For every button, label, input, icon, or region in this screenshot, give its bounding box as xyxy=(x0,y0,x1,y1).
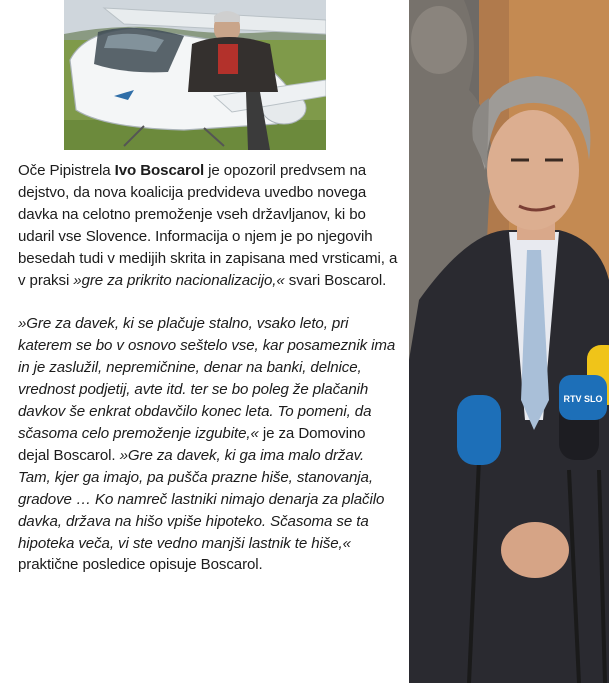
p1-quote: »gre za prikrito nacionalizacijo,« xyxy=(73,271,285,289)
speaker-photo xyxy=(409,0,609,683)
airplane-photo xyxy=(64,0,326,150)
p1-intro: Oče Pipistrela xyxy=(18,162,115,179)
p1-name: Ivo Boscarol xyxy=(114,162,205,179)
p2-mid: je za Domovino dejal Boscarol. xyxy=(18,424,366,464)
p1-end: svari Boscarol. xyxy=(284,271,387,289)
paragraph-1 xyxy=(18,160,398,291)
p2-end: praktične posledice opisuje Boscarol. xyxy=(18,556,263,574)
p2-quote-1: »Gre za davek, ki se plačuje stalno, vsako leto, pri katerem se bo v osnovo seštelo vse, kar posameznik ima in je zaslužil, nepremičnine, denar na banki, delnice, vrednost podjetij, avte itd. ter se bo poleg že plačanih davkov še enkrat obdavčilo konec leta. To pomeni, da sčasoma celo premoženje izgubite,« xyxy=(18,315,396,442)
article-body xyxy=(18,160,398,576)
speaker-photo-image xyxy=(409,0,609,683)
p2-quote-2: »Gre za davek, ki ga ima malo držav. Tam, kjer ga imajo, pa pušča prazne hiše, stanovanja, gradove … Ko namreč lastniki nimajo denarja za plačilo davka, država na hišo vpiše hipoteko. Sčasoma se ta hipoteka veča, vi ste vedno manjši lastnik te hiše,« xyxy=(18,446,385,552)
p1-body: je opozoril predvsem na dejstvo, da nova koalicija predvideva uvedbo novega davka na celotno premoženje vseh državljanov, ki bo udaril vse Slovence. Informacija o njem je po njegovih besedah tudi v medijih skrita in zapisana med vrsticami, a v praksi xyxy=(18,162,398,289)
paragraph-2 xyxy=(18,313,398,576)
divider xyxy=(400,0,409,683)
mic-label: RTV SLO xyxy=(563,394,603,404)
airplane-photo-image xyxy=(64,0,326,150)
